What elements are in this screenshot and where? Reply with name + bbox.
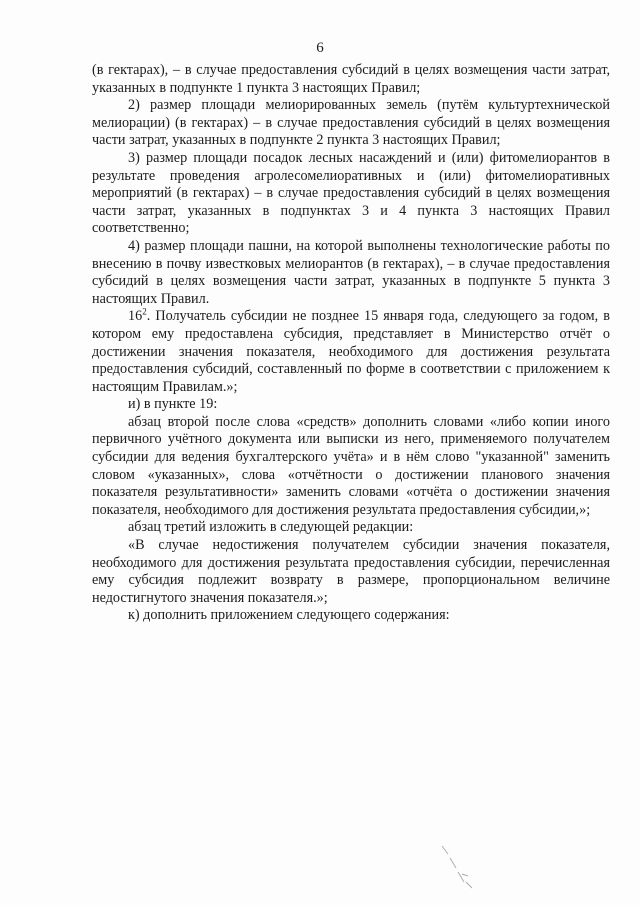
paragraph-second-abzac: абзац второй после слова «средств» дополнить словами «либо копии иного первичного учётного документа или выписки из него, применяемого получателем субсидии для ведения бухгалтерского учёта» и в нём слово "указанной" заменить словом «указанных», слова «отчётности о достижении планового значения показателя результативности» заменить словами «отчёта о достижении значения показателя, необходимого для достижения результата предоставления субсидии,»; — [92, 413, 610, 518]
paragraph-item-2: 2) размер площади мелиорированных земель (путём культуртехнической мелиорации) (в гектарах) – в случае предоставления субсидий в целях возмещения части затрат, указанных в подпункте 2 пункта 3 настоящих Правил; — [92, 97, 610, 149]
paragraph-item-3: 3) размер площади посадок лесных насаждений и (или) фитомелиорантов в результате проведения агролесомелиоративных и (или) фитомелиоративных мероприятий (в гектарах) – в случае предоставления субсидий в целях возмещения части затрат, указанных в подпунктах 3 и 4 пункта 3 настоящих Правил соответственно; — [92, 149, 610, 237]
document-body — [92, 62, 610, 625]
clause-number: 16 — [128, 308, 143, 325]
clause-text: . Получатель субсидии не позднее 15 января года, следующего за годом, в котором ему предоставлена субсидия, представляет в Министерство отчёт о достижении значения показателя, необходимого для достижения результата предоставления субсидий, составленный по форме в соответствии с приложением к настоящим Правилам.»; — [92, 308, 610, 395]
paragraph-item-k: к) дополнить приложением следующего содержания: — [128, 607, 450, 624]
paragraph-continuation: (в гектарах), – в случае предоставления субсидий в целях возмещения части затрат, указанных в подпункте 1 пункта 3 настоящих Правил; — [92, 62, 610, 96]
scan-artifact-mark — [438, 842, 478, 892]
paragraph-item-i: и) в пункте 19: — [128, 396, 218, 413]
page-number: 6 — [316, 40, 324, 56]
paragraph-item-4: 4) размер площади пашни, на которой выполнены технологические работы по внесению в почву известковых мелиорантов (в гектарах), – в случае предоставления субсидий в целях возмещения части затрат, указанных в подпункте 5 пункта 3 настоящих Правил. — [92, 237, 610, 307]
clause-superscript: 2 — [142, 306, 147, 317]
paragraph-third-abzac-intro: абзац третий изложить в следующей редакции: — [128, 519, 414, 536]
paragraph-quoted-text: «В случае недостижения получателем субсидии значения показателя, необходимого для достижения результата предоставления субсидии, перечисленная ему субсидия подлежит возврату в размере, пропорциональном величине недостигнутого значения показателя.»; — [92, 537, 610, 606]
paragraph-clause-16-2 — [92, 308, 610, 396]
